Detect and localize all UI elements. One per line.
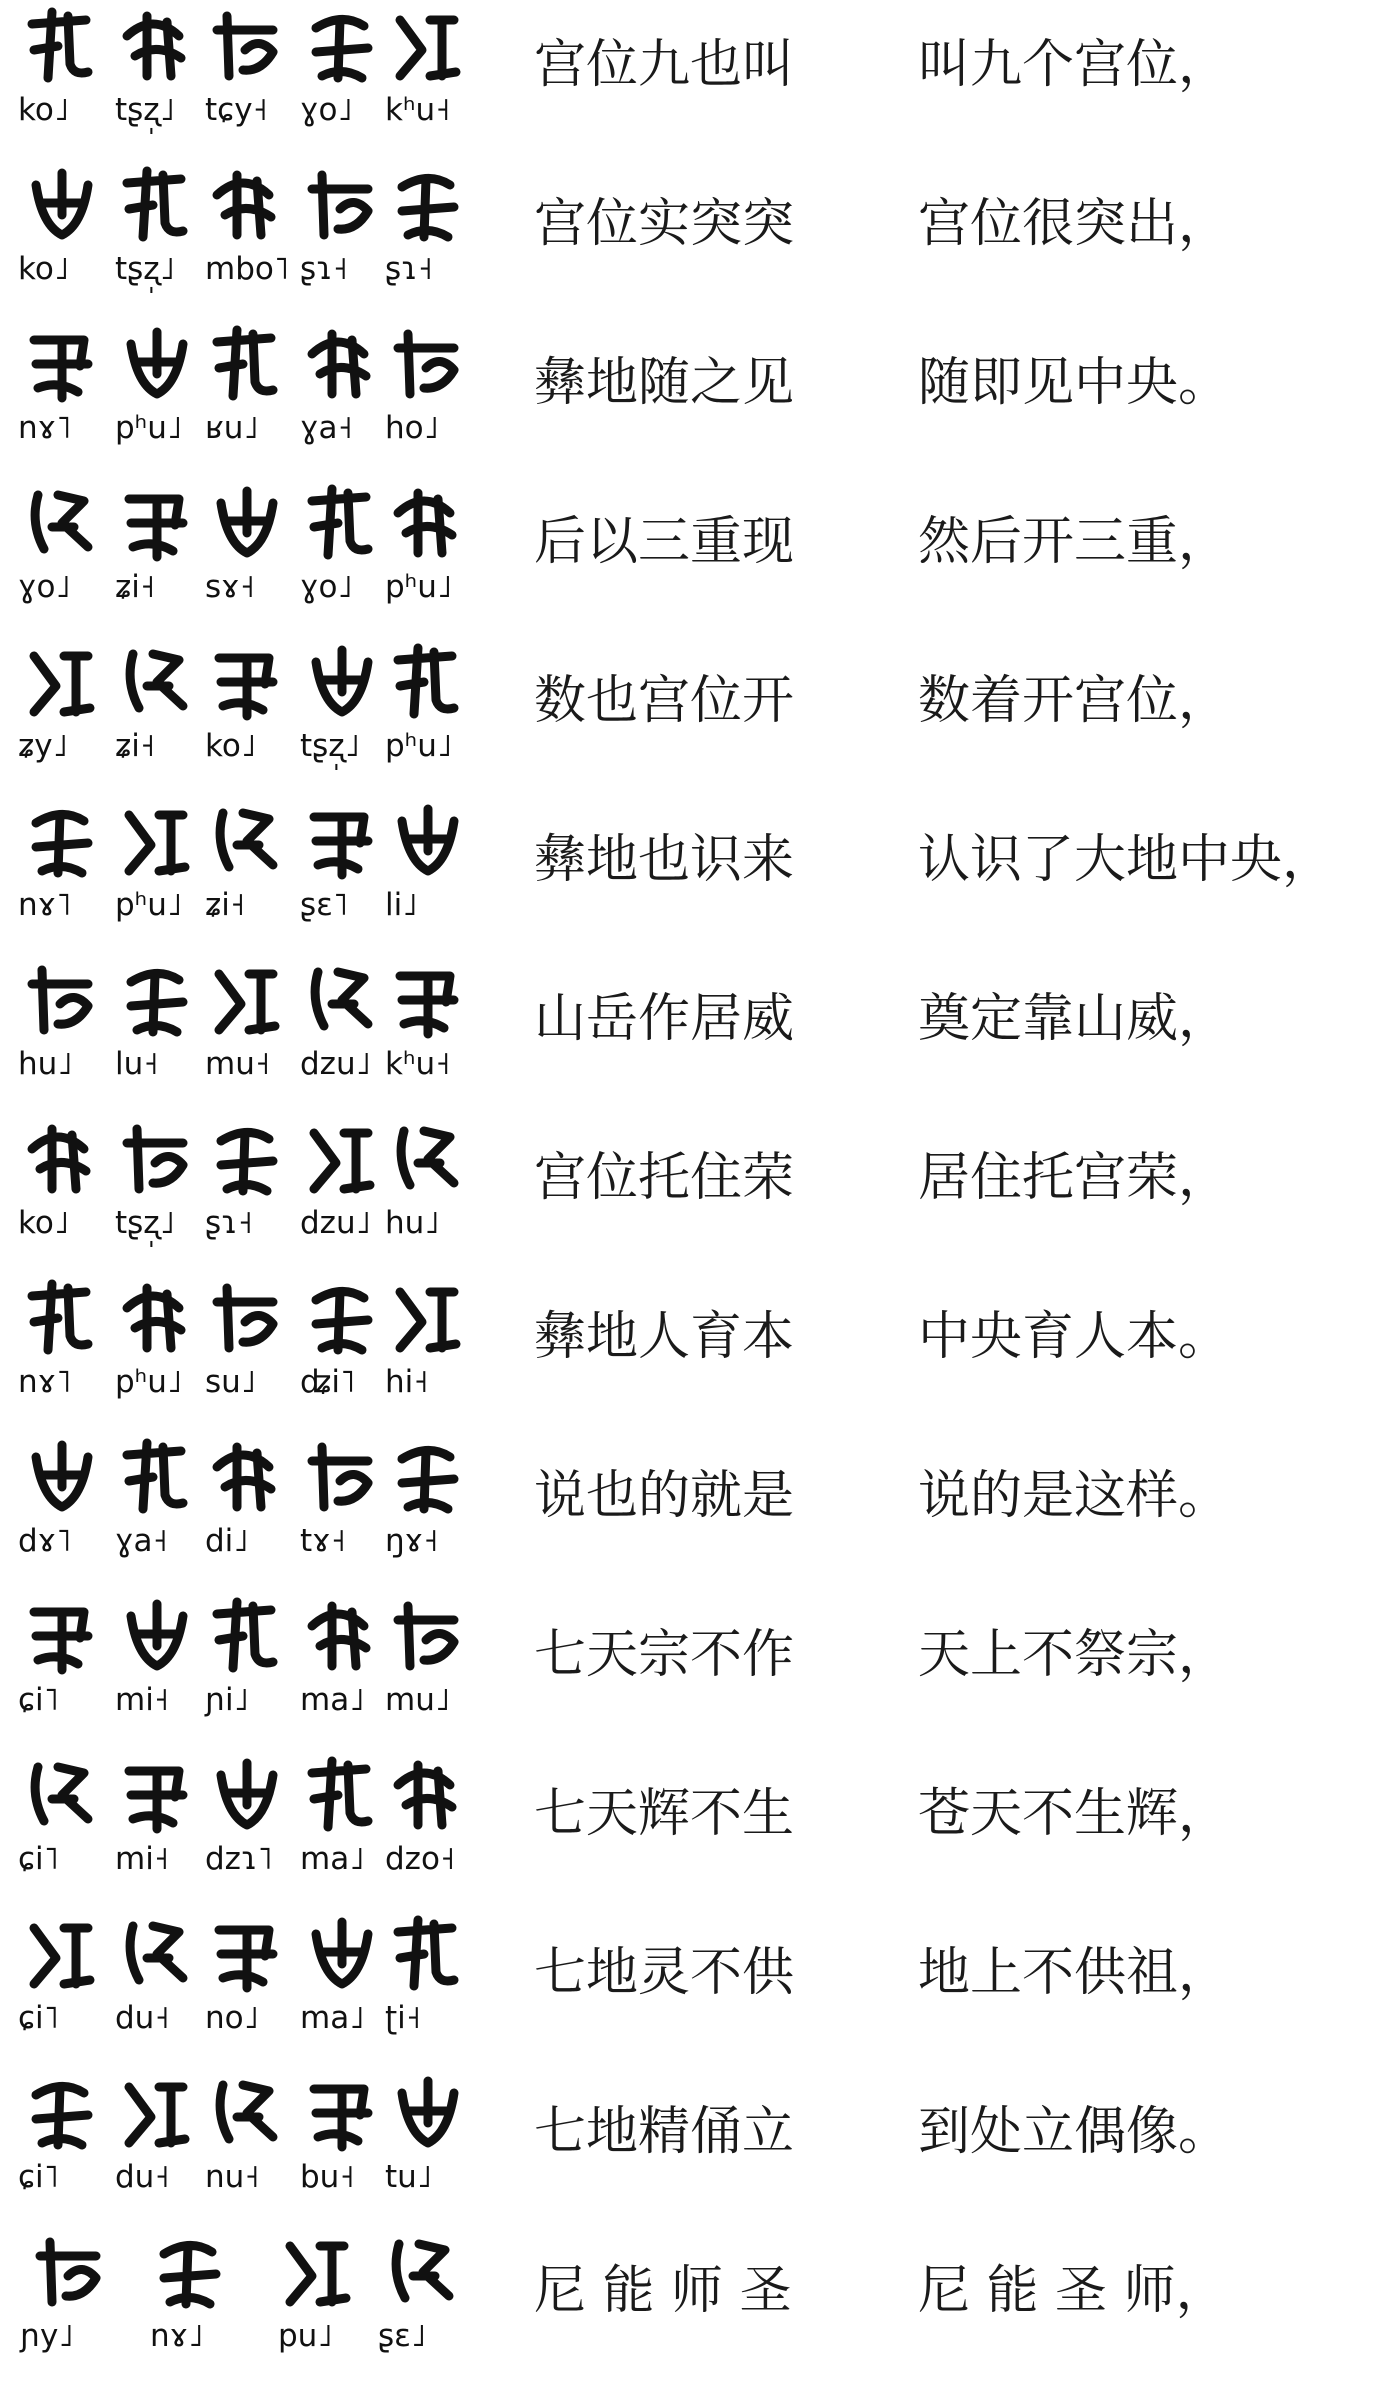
literal-gloss: 尼 能 师 圣 bbox=[534, 2261, 792, 2321]
literal-gloss: 说也的就是 bbox=[534, 1466, 795, 1526]
yi-glyph bbox=[388, 165, 468, 245]
yi-glyph bbox=[302, 165, 382, 245]
yi-glyph bbox=[22, 165, 102, 245]
yi-glyph bbox=[117, 1437, 197, 1517]
ipa-syllable: ɕi˥ bbox=[18, 2159, 59, 2195]
ipa-syllable: nɤ˥ bbox=[18, 1364, 72, 1400]
yi-glyph bbox=[388, 801, 468, 881]
verse-row bbox=[0, 1908, 1379, 2067]
literal-gloss: 彝地也识来 bbox=[534, 830, 795, 890]
yi-glyph bbox=[30, 2232, 110, 2312]
free-translation: 苍天不生辉， bbox=[918, 1784, 1231, 1844]
yi-glyph bbox=[388, 1755, 468, 1835]
ipa-syllable: ko˩ bbox=[18, 1205, 70, 1241]
free-translation: 认识了大地中央， bbox=[918, 830, 1335, 890]
ipa-syllable: mi˧ bbox=[115, 1682, 170, 1718]
free-translation: 到处立偶像。 bbox=[918, 2102, 1231, 2162]
yi-glyph bbox=[388, 1278, 468, 1358]
ipa-syllable: ʂɛ˥ bbox=[300, 887, 349, 923]
free-translation: 奠定靠山威， bbox=[918, 989, 1231, 1049]
ipa-syllable: du˧ bbox=[115, 2000, 170, 2036]
ipa-syllable: tʂʐ̩˩ bbox=[300, 728, 360, 764]
yi-glyph bbox=[117, 1914, 197, 1994]
ipa-syllable: hi˧ bbox=[385, 1364, 429, 1400]
ipa-syllable: nɤ˥ bbox=[18, 887, 72, 923]
ipa-syllable: hu˩ bbox=[385, 1205, 440, 1241]
ipa-syllable: no˩ bbox=[205, 2000, 259, 2036]
literal-gloss: 宫位九也叫 bbox=[534, 35, 795, 95]
ipa-syllable: ʈi˧ bbox=[385, 2000, 422, 2036]
free-translation: 然后开三重， bbox=[918, 512, 1231, 572]
yi-glyph bbox=[117, 1278, 197, 1358]
ipa-syllable: ɕi˥ bbox=[18, 1682, 59, 1718]
yi-glyph bbox=[388, 483, 468, 563]
yi-glyph bbox=[207, 1119, 287, 1199]
yi-glyph bbox=[150, 2232, 230, 2312]
yi-glyph bbox=[207, 1596, 287, 1676]
free-translation: 数着开宫位， bbox=[918, 671, 1231, 731]
yi-glyph bbox=[388, 6, 468, 86]
yi-glyph bbox=[22, 1755, 102, 1835]
literal-gloss: 宫位托住荣 bbox=[534, 1148, 795, 1208]
free-translation: 居住托宫荣， bbox=[918, 1148, 1231, 1208]
yi-glyph bbox=[207, 801, 287, 881]
literal-gloss: 七天辉不生 bbox=[534, 1784, 795, 1844]
yi-glyph bbox=[207, 1755, 287, 1835]
ipa-syllable: pʰu˩ bbox=[385, 728, 453, 764]
ipa-syllable: ɣa˧ bbox=[115, 1523, 168, 1559]
yi-glyph bbox=[117, 1755, 197, 1835]
verse-row bbox=[0, 2226, 1379, 2385]
ipa-syllable: dzo˧ bbox=[385, 1841, 456, 1877]
ipa-syllable: ɕi˥ bbox=[18, 2000, 59, 2036]
verse-row bbox=[0, 1749, 1379, 1908]
yi-glyph bbox=[302, 1596, 382, 1676]
verse-row bbox=[0, 636, 1379, 795]
ipa-syllable: ma˩ bbox=[300, 1682, 365, 1718]
literal-gloss: 山岳作居威 bbox=[534, 989, 795, 1049]
yi-glyph bbox=[388, 1596, 468, 1676]
free-translation: 天上不祭宗， bbox=[918, 1625, 1231, 1685]
ipa-syllable: ʑi˧ bbox=[115, 569, 156, 605]
free-translation: 宫位很突出， bbox=[918, 194, 1231, 254]
yi-glyph bbox=[278, 2232, 358, 2312]
verse-row bbox=[0, 1431, 1379, 1590]
ipa-syllable: dzu˩ bbox=[300, 1046, 371, 1082]
yi-glyph bbox=[302, 960, 382, 1040]
yi-glyph bbox=[302, 801, 382, 881]
ipa-syllable: ko˩ bbox=[205, 728, 257, 764]
ipa-syllable: tɕy˧ bbox=[205, 92, 268, 128]
ipa-syllable: pʰu˩ bbox=[115, 887, 183, 923]
yi-glyph bbox=[22, 801, 102, 881]
ipa-syllable: ɲi˩ bbox=[205, 1682, 249, 1718]
ipa-syllable: mi˧ bbox=[115, 1841, 170, 1877]
ipa-syllable: ɲy˩ bbox=[20, 2318, 74, 2354]
yi-glyph bbox=[207, 1437, 287, 1517]
ipa-syllable: dzu˩ bbox=[300, 1205, 371, 1241]
ipa-syllable: ʑi˧ bbox=[115, 728, 156, 764]
ipa-syllable: du˧ bbox=[115, 2159, 170, 2195]
yi-glyph bbox=[388, 1914, 468, 1994]
verse-row bbox=[0, 318, 1379, 477]
yi-glyph bbox=[22, 960, 102, 1040]
ipa-syllable: pʰu˩ bbox=[385, 569, 453, 605]
yi-glyph bbox=[117, 960, 197, 1040]
yi-glyph bbox=[117, 324, 197, 404]
ipa-syllable: ŋɤ˧ bbox=[385, 1523, 439, 1559]
ipa-syllable: ɣo˩ bbox=[300, 92, 353, 128]
yi-glyph bbox=[22, 1914, 102, 1994]
literal-gloss: 七地灵不供 bbox=[534, 1943, 795, 2003]
free-translation: 中央育人本。 bbox=[918, 1307, 1231, 1367]
yi-glyph bbox=[302, 642, 382, 722]
yi-glyph bbox=[117, 165, 197, 245]
literal-gloss: 数也宫位开 bbox=[534, 671, 795, 731]
yi-glyph bbox=[22, 1437, 102, 1517]
free-translation: 地上不供祖， bbox=[918, 1943, 1231, 2003]
yi-glyph bbox=[388, 642, 468, 722]
ipa-syllable: mbo˥ bbox=[205, 251, 290, 287]
ipa-syllable: ʑy˩ bbox=[18, 728, 68, 764]
yi-glyph bbox=[22, 324, 102, 404]
verse-row bbox=[0, 795, 1379, 954]
ipa-syllable: kʰu˧ bbox=[385, 92, 451, 128]
yi-glyph bbox=[117, 801, 197, 881]
ipa-syllable: li˩ bbox=[385, 887, 418, 923]
verse-row bbox=[0, 159, 1379, 318]
ipa-syllable: kʰu˧ bbox=[385, 1046, 451, 1082]
ipa-syllable: ʂɿ˧ bbox=[205, 1205, 253, 1241]
yi-glyph bbox=[117, 642, 197, 722]
yi-glyph bbox=[302, 483, 382, 563]
literal-gloss: 七天宗不作 bbox=[534, 1625, 795, 1685]
ipa-syllable: ʑi˧ bbox=[205, 887, 246, 923]
yi-glyph bbox=[388, 2073, 468, 2153]
yi-glyph bbox=[388, 1437, 468, 1517]
ipa-syllable: ɕi˥ bbox=[18, 1841, 59, 1877]
yi-glyph bbox=[383, 2232, 463, 2312]
verse-row bbox=[0, 1272, 1379, 1431]
ipa-syllable: bu˧ bbox=[300, 2159, 355, 2195]
yi-glyph bbox=[207, 1914, 287, 1994]
yi-glyph bbox=[207, 6, 287, 86]
ipa-syllable: nɤ˩ bbox=[150, 2318, 204, 2354]
yi-glyph bbox=[388, 1119, 468, 1199]
literal-gloss: 宫位实突突 bbox=[534, 194, 795, 254]
ipa-syllable: tʂʐ̩˩ bbox=[115, 1205, 175, 1241]
ipa-syllable: lu˧ bbox=[115, 1046, 159, 1082]
yi-glyph bbox=[302, 2073, 382, 2153]
yi-glyph bbox=[302, 1278, 382, 1358]
yi-glyph bbox=[22, 483, 102, 563]
literal-gloss: 彝地随之见 bbox=[534, 353, 795, 413]
ipa-syllable: ɣo˩ bbox=[300, 569, 353, 605]
ipa-syllable: sɤ˧ bbox=[205, 569, 255, 605]
yi-glyph bbox=[302, 1914, 382, 1994]
yi-glyph bbox=[117, 6, 197, 86]
ipa-syllable: nɤ˥ bbox=[18, 410, 72, 446]
ipa-syllable: ʁu˩ bbox=[205, 410, 259, 446]
yi-glyph bbox=[22, 1119, 102, 1199]
yi-glyph bbox=[22, 642, 102, 722]
yi-glyph bbox=[207, 642, 287, 722]
yi-glyph bbox=[207, 1278, 287, 1358]
ipa-syllable: ho˩ bbox=[385, 410, 439, 446]
ipa-syllable: hu˩ bbox=[18, 1046, 73, 1082]
free-translation: 叫九个宫位， bbox=[918, 35, 1231, 95]
ipa-syllable: ʂɿ˧ bbox=[385, 251, 433, 287]
ipa-syllable: tʂʐ̩˩ bbox=[115, 92, 175, 128]
verse-row bbox=[0, 2067, 1379, 2226]
verse-row bbox=[0, 1113, 1379, 1272]
ipa-syllable: ɣa˧ bbox=[300, 410, 353, 446]
yi-glyph bbox=[207, 2073, 287, 2153]
ipa-syllable: ma˩ bbox=[300, 1841, 365, 1877]
yi-glyph bbox=[22, 2073, 102, 2153]
verse-row bbox=[0, 954, 1379, 1113]
ipa-syllable: mu˩ bbox=[385, 1682, 451, 1718]
yi-glyph bbox=[302, 1119, 382, 1199]
ipa-syllable: ɣo˩ bbox=[18, 569, 71, 605]
ipa-syllable: ko˩ bbox=[18, 92, 70, 128]
yi-glyph bbox=[207, 483, 287, 563]
literal-gloss: 彝地人育本 bbox=[534, 1307, 795, 1367]
ipa-syllable: pʰu˩ bbox=[115, 1364, 183, 1400]
ipa-syllable: di˩ bbox=[205, 1523, 249, 1559]
yi-glyph bbox=[117, 1119, 197, 1199]
ipa-syllable: ma˩ bbox=[300, 2000, 365, 2036]
yi-glyph bbox=[22, 1278, 102, 1358]
literal-gloss: 后以三重现 bbox=[534, 512, 795, 572]
ipa-syllable: dɤ˥ bbox=[18, 1523, 72, 1559]
yi-glyph bbox=[207, 960, 287, 1040]
yi-glyph bbox=[207, 324, 287, 404]
ipa-syllable: nu˧ bbox=[205, 2159, 260, 2195]
yi-glyph bbox=[117, 1596, 197, 1676]
ipa-syllable: ko˩ bbox=[18, 251, 70, 287]
literal-gloss: 七地精俑立 bbox=[534, 2102, 795, 2162]
ipa-syllable: dzɿ˥ bbox=[205, 1841, 273, 1877]
ipa-syllable: pu˩ bbox=[278, 2318, 333, 2354]
ipa-syllable: mu˧ bbox=[205, 1046, 271, 1082]
yi-glyph bbox=[117, 2073, 197, 2153]
ipa-syllable: su˩ bbox=[205, 1364, 257, 1400]
yi-glyph bbox=[302, 324, 382, 404]
ipa-syllable: ʂɛ˩ bbox=[378, 2318, 427, 2354]
ipa-syllable: pʰu˩ bbox=[115, 410, 183, 446]
ipa-syllable: ʥi˥ bbox=[300, 1364, 356, 1400]
free-translation: 说的是这样。 bbox=[918, 1466, 1231, 1526]
ipa-syllable: tʂʐ̩˩ bbox=[115, 251, 175, 287]
verse-row bbox=[0, 0, 1379, 159]
free-translation: 随即见中央。 bbox=[918, 353, 1231, 413]
verse-row bbox=[0, 1590, 1379, 1749]
yi-glyph bbox=[302, 1755, 382, 1835]
yi-glyph bbox=[388, 324, 468, 404]
yi-glyph bbox=[302, 1437, 382, 1517]
free-translation: 尼 能 圣 师， bbox=[918, 2261, 1228, 2321]
yi-glyph bbox=[117, 483, 197, 563]
ipa-syllable: tu˩ bbox=[385, 2159, 433, 2195]
yi-glyph bbox=[388, 960, 468, 1040]
yi-glyph bbox=[22, 1596, 102, 1676]
yi-glyph bbox=[207, 165, 287, 245]
yi-glyph bbox=[22, 6, 102, 86]
ipa-syllable: tɤ˧ bbox=[300, 1523, 346, 1559]
ipa-syllable: ʂɿ˧ bbox=[300, 251, 348, 287]
yi-glyph bbox=[302, 6, 382, 86]
verse-row bbox=[0, 477, 1379, 636]
